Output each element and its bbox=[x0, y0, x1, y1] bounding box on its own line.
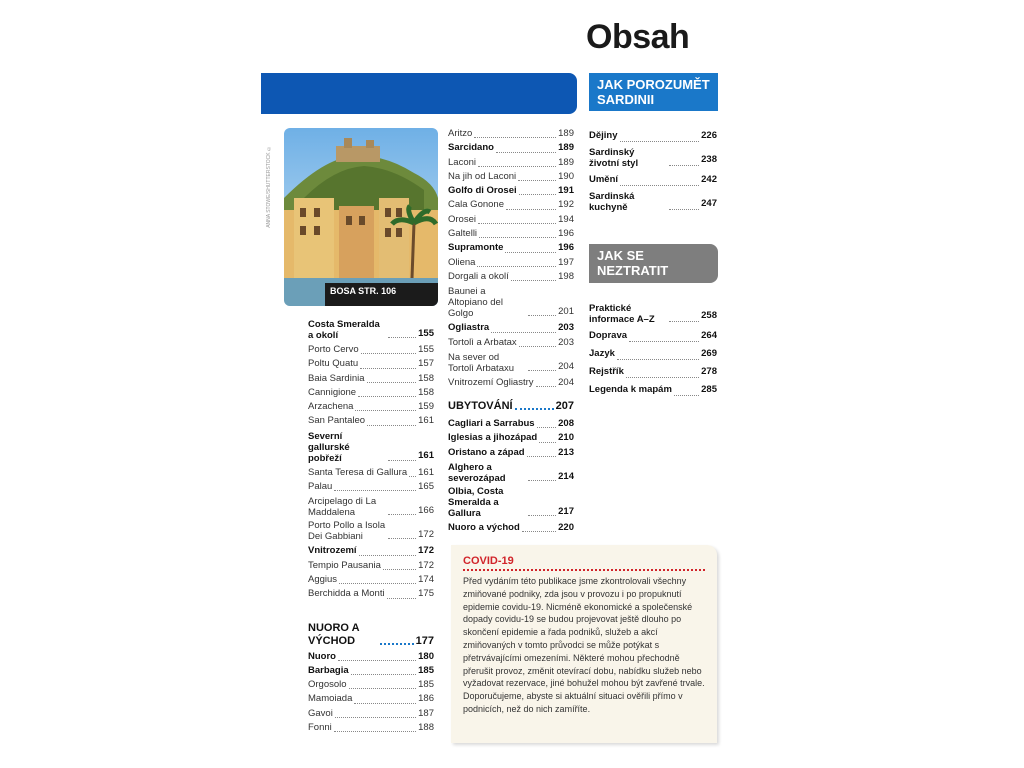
toc-entry-page: 180 bbox=[418, 650, 434, 662]
leader-dots bbox=[519, 194, 557, 195]
toc-entry-page: 217 bbox=[558, 505, 574, 517]
toc-entry[interactable] bbox=[448, 241, 574, 255]
toc-entry[interactable] bbox=[448, 521, 574, 535]
toc-entry-page: 161 bbox=[418, 415, 434, 427]
toc-entry-title: Cannigione bbox=[308, 386, 357, 398]
toc-entry-title: Oliena bbox=[448, 256, 476, 268]
toc-entry-title: Doprava bbox=[589, 330, 628, 341]
toc-entry[interactable] bbox=[448, 486, 574, 519]
toc-entry-page: 264 bbox=[701, 330, 717, 341]
toc-entry-title: Arcipelago di La Maddalena bbox=[308, 496, 377, 519]
toc-entry-title: Sarcidano bbox=[448, 142, 494, 154]
toc-entry-title: Na jih od Laconi bbox=[448, 170, 517, 182]
leader-dots bbox=[629, 341, 699, 342]
toc-entry[interactable] bbox=[448, 352, 574, 374]
toc-entry[interactable] bbox=[308, 431, 434, 464]
toc-entry-page: 174 bbox=[418, 573, 434, 585]
toc-entry[interactable] bbox=[448, 376, 574, 390]
toc-entry-page: 197 bbox=[558, 256, 574, 268]
toc-entry[interactable] bbox=[448, 321, 574, 335]
leader-dots bbox=[528, 370, 556, 371]
toc-entry[interactable] bbox=[448, 156, 574, 170]
leader-dots bbox=[522, 531, 556, 532]
toc-entry-page: 165 bbox=[418, 481, 434, 493]
toc-entry-title: Sardinská kuchyně bbox=[589, 191, 635, 213]
toc-entry-title: Berchidda a Monti bbox=[308, 588, 385, 600]
toc-entry-title: Rejstřík bbox=[589, 366, 624, 377]
leader-dots bbox=[491, 332, 556, 333]
toc-entry[interactable] bbox=[448, 417, 574, 431]
toc-entry-title: Gavoi bbox=[308, 707, 333, 719]
leader-dots bbox=[536, 386, 557, 387]
toc-entry[interactable] bbox=[589, 327, 717, 345]
toc-entry-page: 175 bbox=[418, 588, 434, 600]
leader-dots bbox=[367, 425, 416, 426]
toc-entry-title: Tortolì a Arbatax bbox=[448, 336, 517, 348]
toc-entry[interactable] bbox=[308, 466, 434, 480]
toc-entry[interactable] bbox=[308, 707, 434, 721]
leader-dots bbox=[354, 703, 416, 704]
toc-entry-title: Sardinský životní styl bbox=[589, 147, 639, 169]
toc-entry[interactable] bbox=[448, 127, 574, 141]
bosa-photo bbox=[284, 128, 438, 306]
leader-dots bbox=[478, 223, 556, 224]
photo-credit: ANNA STOWE/SHUTTERSTOCK © bbox=[266, 145, 272, 228]
toc-entry-title: Na sever od Tortolì Arbataxu bbox=[448, 351, 515, 374]
toc-entry-title: Oristano a západ bbox=[448, 446, 525, 458]
toc-entry[interactable] bbox=[308, 587, 434, 601]
leader-dots bbox=[358, 396, 416, 397]
toc-entry[interactable] bbox=[448, 431, 574, 445]
toc-entry-title: Cala Gonone bbox=[448, 199, 504, 211]
toc-entry[interactable] bbox=[448, 462, 574, 484]
toc-entry[interactable] bbox=[308, 559, 434, 573]
leader-dots bbox=[361, 353, 416, 354]
leader-dots bbox=[474, 137, 556, 138]
toc-entry[interactable] bbox=[589, 303, 717, 325]
toc-entry-title: Dějiny bbox=[589, 130, 618, 141]
leader-dots bbox=[669, 165, 699, 166]
toc-entry[interactable] bbox=[308, 573, 434, 587]
toc-entry-title: Olbia, Costa Smeralda a Gallura bbox=[448, 486, 504, 520]
toc-entry-title: Poltu Quatu bbox=[308, 358, 359, 370]
toc-entry-title: Umění bbox=[589, 174, 619, 185]
leader-dots bbox=[539, 442, 556, 443]
photo-caption: BOSA STR. 106 bbox=[325, 283, 438, 306]
toc-entry-title: Tempio Pausania bbox=[308, 559, 381, 571]
toc-entry-title: Nuoro a východ bbox=[448, 522, 520, 534]
toc-entry-page: 204 bbox=[558, 376, 574, 388]
toc-entry-title: Mamoiada bbox=[308, 693, 353, 705]
toc-entry-title: Nuoro bbox=[308, 650, 336, 662]
leader-dots bbox=[669, 321, 699, 322]
leader-dots bbox=[339, 583, 416, 584]
toc-entry-title: Cagliari a Sarrabus bbox=[448, 418, 535, 430]
toc-entry[interactable] bbox=[308, 496, 434, 518]
toc-entry-title: Orosei bbox=[448, 213, 476, 225]
toc-entry[interactable] bbox=[448, 198, 574, 212]
toc-entry[interactable] bbox=[448, 227, 574, 241]
toc-entry[interactable] bbox=[308, 386, 434, 400]
toc-entry-page: 157 bbox=[418, 358, 434, 370]
toc-entry-page: 269 bbox=[701, 348, 717, 359]
leader-dots bbox=[527, 456, 557, 457]
toc-entry[interactable] bbox=[308, 357, 434, 371]
toc-entry-page: 158 bbox=[418, 386, 434, 398]
covid-box bbox=[451, 545, 717, 743]
toc-entry-page: 186 bbox=[418, 693, 434, 705]
toc-entry[interactable] bbox=[589, 127, 717, 145]
toc-entry-page: 185 bbox=[418, 679, 434, 691]
toc-entry-page: 172 bbox=[418, 559, 434, 571]
toc-entry-title: Orgosolo bbox=[308, 679, 347, 691]
leader-dots bbox=[367, 382, 417, 383]
toc-entry[interactable] bbox=[589, 381, 717, 399]
toc-entry-page: 161 bbox=[418, 466, 434, 478]
toc-entry-page: 226 bbox=[701, 130, 717, 141]
toc-entry[interactable] bbox=[308, 650, 434, 664]
toc-entry-page: 191 bbox=[558, 185, 574, 197]
leader-dots bbox=[626, 377, 699, 378]
toc-entry-page: 213 bbox=[558, 446, 574, 458]
toc-entry-title: Legenda k mapám bbox=[589, 384, 672, 395]
leader-dots bbox=[388, 538, 416, 539]
toc-entry-page: 285 bbox=[701, 384, 717, 395]
toc-entry-title: Supramonte bbox=[448, 242, 504, 254]
toc-entry-page: 172 bbox=[418, 529, 434, 541]
toc-entry[interactable] bbox=[448, 256, 574, 270]
toc-entry[interactable] bbox=[589, 191, 717, 213]
toc-entry-title: Laconi bbox=[448, 156, 476, 168]
toc-entry[interactable] bbox=[448, 213, 574, 227]
toc-entry-page: 208 bbox=[558, 418, 574, 430]
toc-entry[interactable] bbox=[448, 336, 574, 350]
toc-entry-title: Aggius bbox=[308, 573, 338, 585]
leader-dots bbox=[351, 674, 416, 675]
toc-entry[interactable] bbox=[308, 721, 434, 735]
toc-entry-title: Alghero a severozápad bbox=[448, 462, 506, 485]
toc-entry[interactable] bbox=[448, 170, 574, 184]
toc-entry[interactable] bbox=[308, 678, 434, 692]
toc-entry-page: 220 bbox=[558, 522, 574, 534]
leader-dots bbox=[519, 346, 556, 347]
toc-entry-page: 198 bbox=[558, 270, 574, 282]
leader-dots bbox=[528, 515, 556, 516]
toc-entry-title: Vnitrozemí Ogliastry bbox=[448, 376, 534, 388]
toc-entry-page: 190 bbox=[558, 170, 574, 182]
toc-entry-page: 161 bbox=[418, 450, 434, 462]
toc-entry-title: Santa Teresa di Gallura bbox=[308, 466, 408, 478]
toc-entry-page: 196 bbox=[558, 242, 574, 254]
toc-entry-page: 155 bbox=[418, 344, 434, 355]
leader-dots bbox=[496, 152, 556, 153]
toc-entry-page: 188 bbox=[418, 722, 434, 734]
toc-entry-title: Baunei a Altopiano del Golgo bbox=[448, 286, 503, 320]
toc-entry-title: Ogliastra bbox=[448, 322, 490, 334]
toc-entry-title: Costa Smeralda a okolí bbox=[308, 319, 380, 341]
toc-entry[interactable] bbox=[448, 286, 574, 319]
toc-entry[interactable] bbox=[589, 171, 717, 189]
toc-entry-title: Palau bbox=[308, 481, 333, 493]
leader-dots bbox=[669, 209, 699, 210]
leader-dots bbox=[479, 237, 556, 238]
page-title: Obsah bbox=[586, 18, 690, 56]
leader-dots bbox=[383, 569, 416, 570]
toc-entry-title: Severní gallurské pobřeží bbox=[308, 430, 350, 464]
toc-entry[interactable] bbox=[308, 480, 434, 494]
toc-entry[interactable] bbox=[308, 400, 434, 414]
toc-entry[interactable] bbox=[308, 414, 434, 428]
toc-column-1 bbox=[308, 317, 434, 735]
leader-dots bbox=[409, 476, 416, 477]
leader-dots bbox=[359, 555, 417, 556]
covid-text: Před vydáním této publikace jsme zkontrolovali všechny zmiňované podniky, zda jsou v provozu i po propuknutí epidemie covidu-19. Nicméně ekonomické a společenské dopady covidu-19 se budou projevovat ještě dlouho po skončení epidemie a řada podniků, služeb a akcí zmiňovaných v tomto průvodci se může potýkat s přetrvávajícími omezeními. Některé mohou přechodně přerušit provoz, změnit otevírací dobu, nabídku služeb nebo vyžadovat rezervace, jiné bohužel mohou být zavřené trvale. Doporučujeme, abyste si aktuální situaci ověřili přímo v podnicích, než do nich zamíříte. bbox=[463, 576, 705, 714]
toc-heading-accommodation[interactable]: UBYTOVÁNÍ 207 bbox=[448, 400, 574, 413]
leader-dots bbox=[505, 252, 556, 253]
leader-dots bbox=[387, 598, 417, 599]
toc-column-2 bbox=[448, 127, 574, 535]
toc-entry[interactable] bbox=[589, 147, 717, 169]
toc-entry-page: 247 bbox=[701, 198, 717, 209]
toc-entry-page: 201 bbox=[558, 305, 574, 317]
toc-entry[interactable] bbox=[589, 363, 717, 381]
toc-entry-page: 278 bbox=[701, 366, 717, 377]
leader-dots bbox=[338, 660, 416, 661]
toc-entry-title: Dorgali a okolí bbox=[448, 270, 509, 282]
header-bar bbox=[261, 73, 577, 114]
toc-entry-title: Iglesias a jihozápad bbox=[448, 432, 538, 444]
toc-entry[interactable] bbox=[308, 664, 434, 678]
leader-dots bbox=[674, 395, 699, 396]
toc-entry-title: Fonni bbox=[308, 722, 332, 734]
toc-entry-page: 172 bbox=[418, 545, 434, 557]
toc-entry[interactable] bbox=[308, 520, 434, 542]
toc-entry[interactable] bbox=[448, 446, 574, 460]
toc-entry-page: 203 bbox=[558, 322, 574, 334]
leader-dots bbox=[360, 368, 416, 369]
toc-entry-title: Porto Cervo bbox=[308, 344, 359, 355]
toc-entry-page: 204 bbox=[558, 360, 574, 372]
toc-entry-page: 166 bbox=[418, 505, 434, 517]
leader-dots bbox=[388, 460, 416, 461]
leader-dots bbox=[334, 731, 416, 732]
toc-entry-page: 242 bbox=[701, 174, 717, 185]
toc-entry-page: 189 bbox=[558, 156, 574, 168]
leader-dots bbox=[620, 141, 700, 142]
leader-dots bbox=[518, 180, 556, 181]
toc-entry-page: 187 bbox=[418, 707, 434, 719]
leader-dots bbox=[477, 266, 556, 267]
toc-entry-title: Galtelli bbox=[448, 228, 478, 240]
leader-dots bbox=[335, 717, 416, 718]
leader-dots bbox=[478, 166, 556, 167]
toc-entry[interactable] bbox=[308, 544, 434, 558]
toc-entry[interactable] bbox=[308, 343, 434, 357]
toc-entry[interactable] bbox=[589, 345, 717, 363]
toc-entry-title: Praktické informace A–Z bbox=[589, 303, 655, 325]
toc-entry-page: 192 bbox=[558, 199, 574, 211]
leader-dots bbox=[349, 688, 417, 689]
toc-entry-page: 189 bbox=[558, 128, 574, 139]
toc-entry-page: 210 bbox=[558, 432, 574, 444]
section-survival-guide[interactable]: JAK SE NEZTRATIT bbox=[589, 244, 718, 283]
toc-entry-title: Aritzo bbox=[448, 128, 473, 139]
toc-entry-title: Arzachena bbox=[308, 401, 354, 413]
toc-entry[interactable] bbox=[448, 141, 574, 155]
leader-dots bbox=[528, 315, 556, 316]
leader-dots bbox=[511, 280, 556, 281]
leader-dots bbox=[334, 490, 416, 491]
toc-entry-page: 185 bbox=[418, 664, 434, 676]
toc-entry-title: Jazyk bbox=[589, 348, 615, 359]
toc-entry-page: 189 bbox=[558, 142, 574, 154]
toc-entry-title: Baia Sardinia bbox=[308, 372, 365, 384]
toc-entry[interactable] bbox=[308, 319, 434, 341]
toc-entry-page: 238 bbox=[701, 154, 717, 165]
leader-dots bbox=[620, 185, 699, 186]
section-understand-sardinia[interactable]: JAK POROZUMĚT SARDINII bbox=[589, 73, 718, 111]
leader-dots bbox=[528, 480, 556, 481]
toc-entry[interactable] bbox=[308, 692, 434, 706]
toc-entry-page: 158 bbox=[418, 372, 434, 384]
leader-dots bbox=[388, 514, 416, 515]
toc-entry-page: 203 bbox=[558, 336, 574, 348]
toc-heading-nuoro[interactable]: NUORO A VÝCHOD 177 bbox=[308, 621, 434, 647]
toc-entry-title: Golfo di Orosei bbox=[448, 185, 517, 197]
leader-dots bbox=[617, 359, 699, 360]
leader-dots bbox=[537, 427, 557, 428]
leader-dots bbox=[355, 410, 416, 411]
toc-entry-title: Barbagia bbox=[308, 664, 349, 676]
toc-entry-page: 194 bbox=[558, 213, 574, 225]
toc-entry[interactable] bbox=[308, 372, 434, 386]
toc-entry-page: 196 bbox=[558, 228, 574, 240]
toc-entry-page: 159 bbox=[418, 401, 434, 413]
leader-dots bbox=[506, 209, 556, 210]
toc-entry-title: Vnitrozemí bbox=[308, 545, 357, 557]
toc-entry-page: 155 bbox=[418, 327, 434, 339]
toc-entry-page: 214 bbox=[558, 470, 574, 482]
toc-entry-title: San Pantaleo bbox=[308, 415, 366, 427]
toc-entry[interactable] bbox=[448, 184, 574, 198]
covid-title: COVID-19 bbox=[463, 555, 514, 567]
leader-dots bbox=[388, 337, 416, 338]
toc-entry[interactable] bbox=[448, 270, 574, 284]
toc-entry-title: Porto Pollo a Isola Dei Gabbiani bbox=[308, 520, 386, 543]
toc-entry-page: 258 bbox=[701, 310, 717, 321]
